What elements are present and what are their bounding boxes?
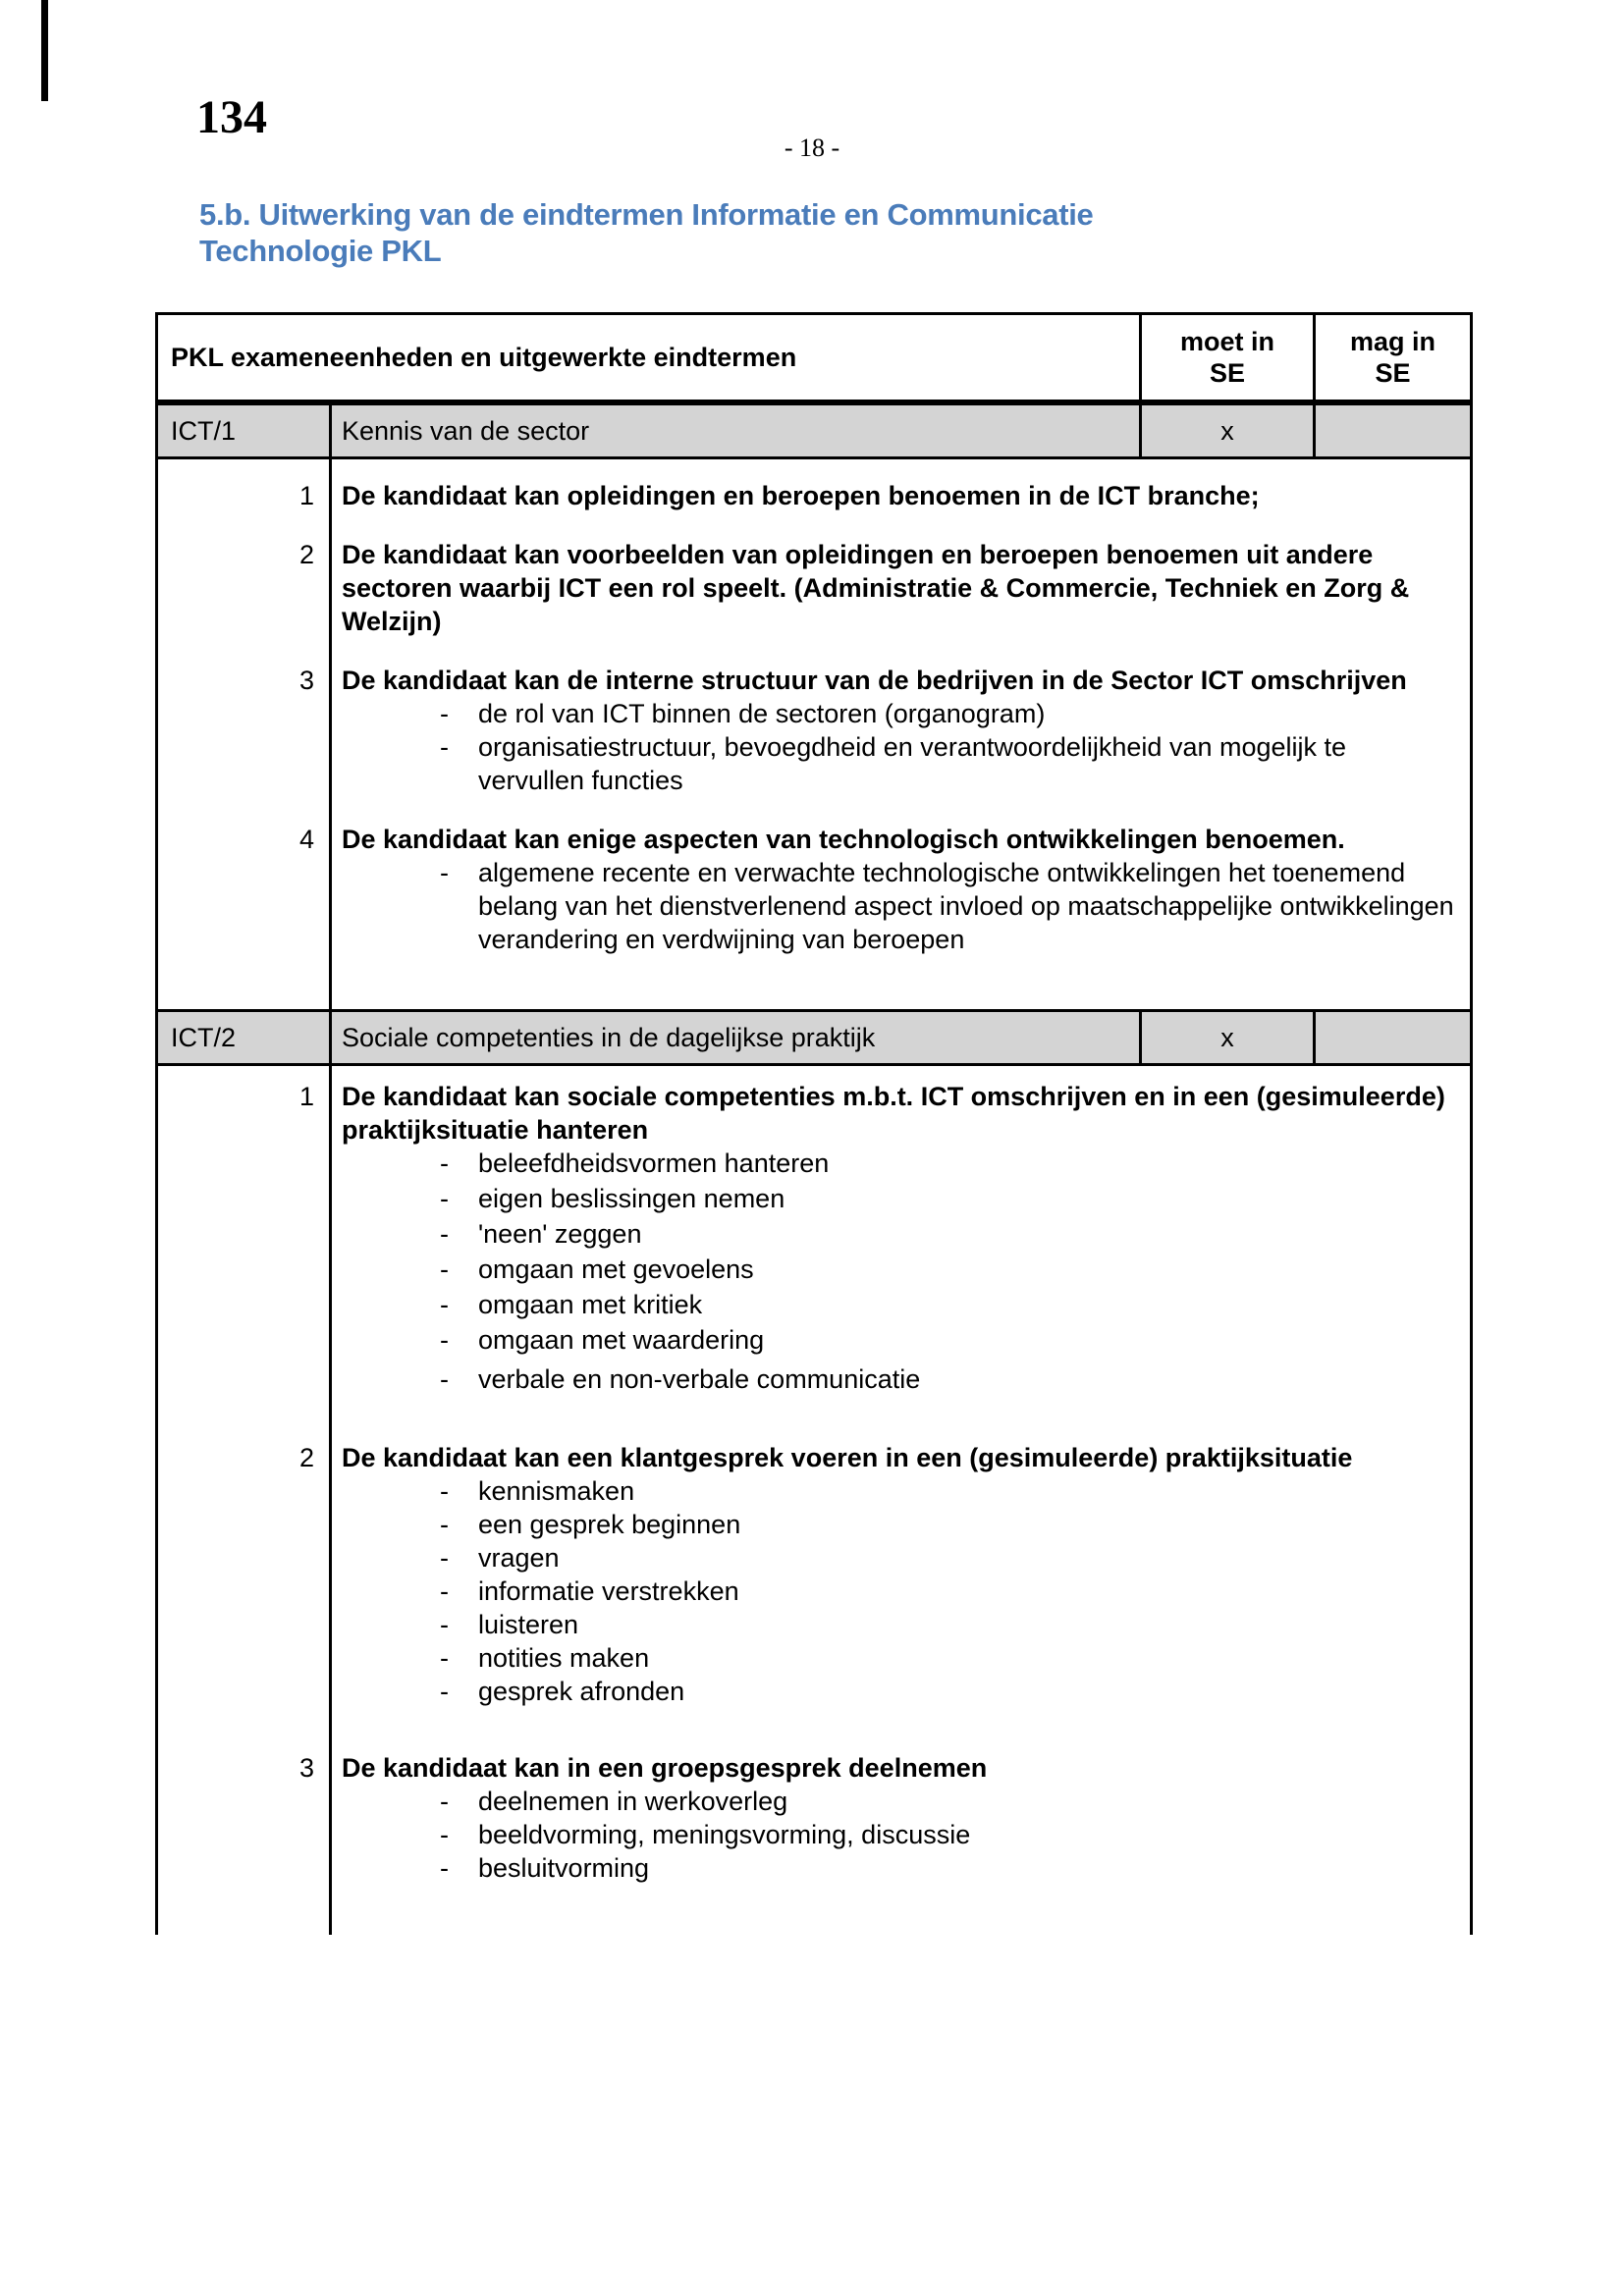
bullet-line	[342, 1147, 1456, 1180]
item-number: 4	[298, 825, 314, 854]
page-number: 134	[196, 91, 267, 143]
bullet-line	[342, 1608, 1456, 1641]
bullet-line	[342, 1474, 1456, 1508]
bullet-text: deelnemen in werkoverleg	[478, 1787, 788, 1816]
item-text: De kandidaat kan in een groepsgesprek deelnemen	[342, 1753, 988, 1783]
item-number: 1	[298, 481, 314, 510]
bullet-line	[342, 1818, 1456, 1851]
item-body	[332, 538, 1470, 638]
item-text: De kandidaat kan opleidingen en beroepen benoemen in de ICT branche;	[342, 481, 1260, 510]
bullet-line	[342, 1508, 1456, 1541]
bullet-dash: -	[440, 1610, 449, 1639]
eindtermen-table	[155, 312, 1473, 1935]
item-number: 3	[298, 666, 314, 695]
bullet-dash: -	[440, 699, 449, 728]
header-mag-in-se-cell: mag in SE	[1313, 315, 1470, 400]
bullet-line	[342, 1541, 1456, 1575]
item-number: 3	[298, 1753, 314, 1783]
bullet-line	[342, 1851, 1456, 1885]
bullet-dash: -	[440, 1787, 449, 1816]
bullet-line	[342, 1253, 1456, 1286]
bullet-text: besluitvorming	[478, 1853, 650, 1883]
bullet-text: notities maken	[478, 1643, 650, 1673]
exam-unit-code: ICT/2	[158, 1012, 332, 1063]
exam-unit-section	[155, 402, 1473, 1009]
bullet-text: 'neen' zeggen	[478, 1219, 642, 1249]
bullet-dash: -	[440, 1677, 449, 1706]
bullet-dash: -	[440, 1643, 449, 1673]
bullet-line	[342, 1675, 1456, 1708]
section-heading	[199, 196, 1279, 269]
bullet-text: organisatiestructuur, bevoegdheid en verantwoordelijkheid van mogelijk te vervullen functies	[478, 732, 1347, 795]
header-moet-in-se-cell: moet in SE	[1139, 315, 1313, 400]
bullet-text: algemene recente en verwachte technologische ontwikkelingen het toenemend belang van het dienstverlenend aspect invloed op maatschappelijke ontwikkelingen verandering en verdwijning van beroepen	[478, 858, 1454, 954]
page-header-marker: - 18 -	[784, 133, 840, 162]
bullet-dash: -	[440, 1255, 449, 1284]
moet-in-se-mark: x	[1139, 405, 1313, 456]
header-main-cell: PKL exameneenheden en uitgewerkte eindtermen	[171, 343, 797, 372]
table-header-row	[155, 312, 1473, 402]
bullet-text: een gesprek beginnen	[478, 1510, 741, 1539]
bullet-text: eigen beslissingen nemen	[478, 1184, 785, 1213]
item-body	[332, 1441, 1470, 1708]
eindterm-item	[158, 1751, 1470, 1885]
section-heading-line1: 5.b. Uitwerking van de eindtermen Informatie en Communicatie	[199, 197, 1094, 232]
exam-unit-body	[155, 1066, 1473, 1935]
eindterm-items	[158, 459, 1470, 956]
bullet-line	[342, 730, 1456, 797]
eindterm-item	[158, 664, 1470, 797]
exam-unit-section	[155, 1009, 1473, 1935]
bullet-text: kennismaken	[478, 1476, 635, 1506]
bullet-text: informatie verstrekken	[478, 1576, 739, 1606]
exam-unit-title: Kennis van de sector	[342, 416, 590, 446]
item-body	[332, 1751, 1470, 1885]
item-body	[332, 479, 1470, 512]
bullet-text: omgaan met kritiek	[478, 1290, 703, 1319]
eindterm-item	[158, 1080, 1470, 1398]
section-heading-line2: Technologie PKL	[199, 234, 442, 268]
bullet-line	[342, 1288, 1456, 1321]
exam-unit-row	[155, 402, 1473, 459]
bullet-text: verbale en non-verbale communicatie	[478, 1364, 921, 1394]
item-number: 2	[298, 540, 314, 569]
bullet-text: vragen	[478, 1543, 560, 1573]
item-text: De kandidaat kan voorbeelden van opleidingen en beroepen benoemen uit andere sectoren waarbij ICT een rol speelt. (Administratie & Commercie, Techniek en Zorg & Welzijn)	[342, 540, 1410, 636]
item-text: De kandidaat kan sociale competenties m.b.t. ICT omschrijven en in een (gesimuleerde) praktijksituatie hanteren	[342, 1082, 1445, 1145]
item-number: 2	[298, 1443, 314, 1472]
bullet-line	[342, 1217, 1456, 1251]
bullet-dash: -	[440, 1820, 449, 1849]
eindterm-item	[158, 479, 1470, 512]
bullet-text: beleefdheidsvormen hanteren	[478, 1148, 830, 1178]
item-body	[332, 664, 1470, 797]
scan-edge-artifact	[41, 0, 48, 101]
eindterm-item	[158, 823, 1470, 956]
bullet-dash: -	[440, 1325, 449, 1355]
item-bullets	[342, 1785, 1456, 1885]
bullet-dash: -	[440, 1148, 449, 1178]
bullet-text: de rol van ICT binnen de sectoren (organogram)	[478, 699, 1046, 728]
exam-unit-title: Sociale competenties in de dagelijkse praktijk	[342, 1023, 876, 1052]
exam-unit-body	[155, 459, 1473, 1009]
bullet-text: beeldvorming, meningsvorming, discussie	[478, 1820, 971, 1849]
bullet-dash: -	[440, 1853, 449, 1883]
bullet-line	[342, 1362, 1456, 1396]
bullet-line	[342, 1641, 1456, 1675]
item-text: De kandidaat kan enige aspecten van technologisch ontwikkelingen benoemen.	[342, 825, 1345, 854]
moet-in-se-mark: x	[1139, 1012, 1313, 1063]
bullet-dash: -	[440, 1364, 449, 1394]
bullet-text: luisteren	[478, 1610, 579, 1639]
exam-unit-code: ICT/1	[158, 405, 332, 456]
bullet-line	[342, 1785, 1456, 1818]
bullet-dash: -	[440, 732, 449, 762]
item-bullets	[342, 1147, 1456, 1396]
bullet-line	[342, 1575, 1456, 1608]
bullet-text: gesprek afronden	[478, 1677, 685, 1706]
bullet-dash: -	[440, 1184, 449, 1213]
bullet-line	[342, 856, 1456, 956]
eindterm-item	[158, 1441, 1470, 1708]
bullet-line	[342, 1323, 1456, 1357]
bullet-dash: -	[440, 1543, 449, 1573]
bullet-text: omgaan met gevoelens	[478, 1255, 754, 1284]
table-sections	[155, 402, 1473, 1935]
bullet-text: omgaan met waardering	[478, 1325, 765, 1355]
bullet-dash: -	[440, 1510, 449, 1539]
item-bullets	[342, 856, 1456, 956]
bullet-line	[342, 1182, 1456, 1215]
bullet-dash: -	[440, 1476, 449, 1506]
item-text: De kandidaat kan een klantgesprek voeren in een (gesimuleerde) praktijksituatie	[342, 1443, 1353, 1472]
exam-unit-row	[155, 1009, 1473, 1066]
eindterm-items	[158, 1066, 1470, 1885]
item-text: De kandidaat kan de interne structuur van de bedrijven in de Sector ICT omschrijven	[342, 666, 1407, 695]
item-bullets	[342, 1474, 1456, 1708]
item-number: 1	[298, 1082, 314, 1111]
mag-in-se-mark	[1313, 1012, 1470, 1063]
bullet-dash: -	[440, 1576, 449, 1606]
item-bullets	[342, 697, 1456, 797]
bullet-line	[342, 697, 1456, 730]
mag-in-se-mark	[1313, 405, 1470, 456]
bullet-dash: -	[440, 1290, 449, 1319]
bullet-dash: -	[440, 1219, 449, 1249]
item-body	[332, 823, 1470, 956]
item-body	[332, 1080, 1470, 1398]
eindterm-item	[158, 538, 1470, 638]
bullet-dash: -	[440, 858, 449, 887]
